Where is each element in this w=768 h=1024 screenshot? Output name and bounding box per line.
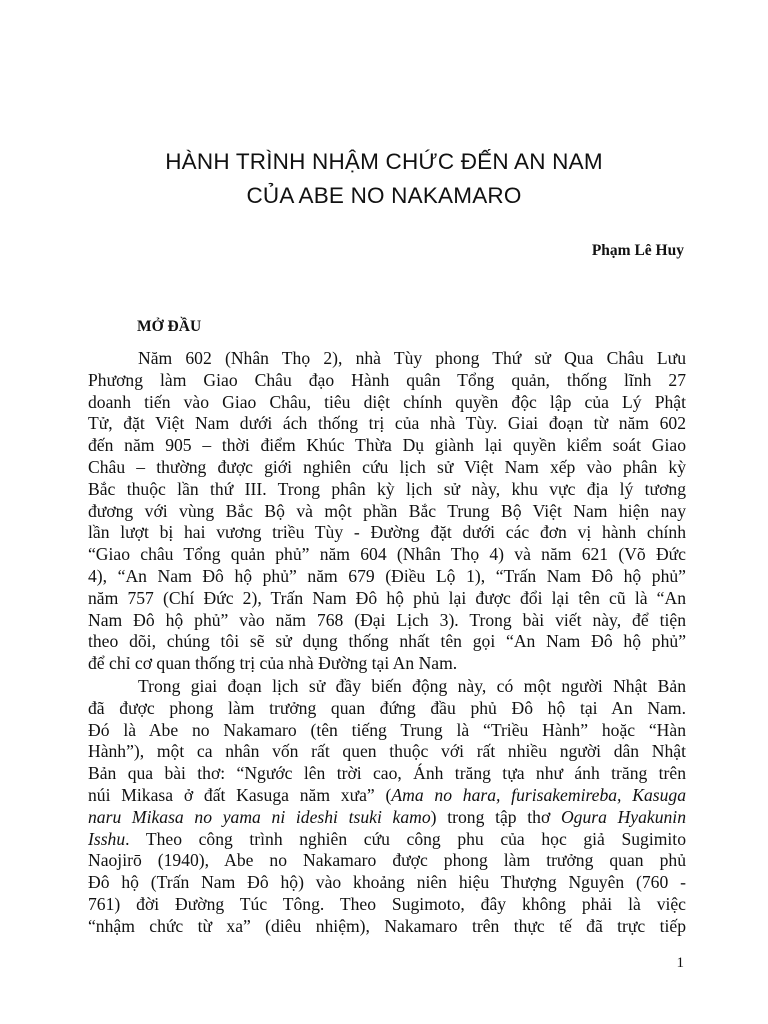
paragraph-line: Năm 602 (Nhân Thọ 2), nhà Tùy phong Thứ sử Qua Châu Lưu: [138, 348, 686, 368]
section-heading: MỞ ĐẦU: [137, 318, 202, 335]
paragraph-1: [88, 348, 686, 675]
paragraph-line: Nam Đô hộ phủ” vào năm 768 (Đại Lịch 3). Trong bài viết này, để tiện: [88, 609, 686, 630]
italic-book-title: Isshu: [88, 828, 126, 849]
italic-romaji-text: Ama no hara, furisakemireba, Kasuga: [391, 784, 686, 805]
paragraph-line: [88, 785, 686, 807]
paragraph-line: Đô hộ (Trấn Nam Đô hộ) vào khoảng niên hiệu Thượng Nguyên (760 -: [88, 872, 686, 893]
line-text: ) trong tập thơ: [430, 806, 561, 827]
paragraph-line: [88, 829, 686, 851]
paragraph-line: đã được phong làm trưởng quan đứng đầu phủ Đô hộ tại An Nam.: [88, 697, 686, 718]
paragraph-line: đến năm 905 – thời điểm Khúc Thừa Dụ giành lại quyền kiểm soát Giao: [88, 435, 686, 456]
paragraph-line: Hành”), một ca nhân vốn rất quen thuộc với rất nhiều người dân Nhật: [88, 741, 686, 762]
paragraph-line: Bắc thuộc lần thứ III. Trong phân kỳ lịch sử này, khu vực địa lý tương: [88, 478, 686, 499]
paragraph-line: để chỉ cơ quan thống trị của nhà Đường tại An Nam.: [88, 653, 458, 674]
italic-romaji-text: naru Mikasa no yama ni ideshi tsuki kamo: [88, 806, 431, 827]
italic-book-title: Ogura Hyakunin: [560, 806, 686, 827]
page-number: 1: [676, 955, 684, 971]
paragraph-line: Đó là Abe no Nakamaro (tên tiếng Trung là “Triều Hành” hoặc “Hàn: [88, 719, 686, 740]
paragraph-line: Trong giai đoạn lịch sử đầy biến động này, có một người Nhật Bản: [138, 676, 686, 696]
paragraph-line: Bản qua bài thơ: “Ngước lên trời cao, Ánh trăng tựa như ánh trăng trên: [88, 763, 686, 784]
author-name: Phạm Lê Huy: [591, 242, 684, 259]
paragraph-line: 4), “An Nam Đô hộ phủ” năm 679 (Điều Lộ 1), “Trấn Nam Đô hộ phủ”: [88, 565, 686, 586]
line-text: . Theo công trình nghiên cứu công phu của học giả Sugimito: [125, 828, 686, 849]
paragraph-line: Châu – thường được giới nghiên cứu lịch sử Việt Nam xếp vào phân kỳ: [88, 456, 686, 477]
paragraph-line: “nhậm chức từ xa” (diêu nhiệm), Nakamaro trên thực tế đã trực tiếp: [88, 915, 686, 936]
paragraph-line: [88, 807, 686, 829]
title-line-2: CỦA ABE NO NAKAMARO: [246, 183, 522, 208]
paragraph-line: Phương làm Giao Châu đạo Hành quân Tổng quản, thống lĩnh 27: [88, 369, 686, 390]
paragraph-line: theo dõi, chúng tôi sẽ sử dụng thống nhất tên gọi “An Nam Đô hộ phủ”: [88, 631, 686, 652]
paragraph-line: 761) đời Đường Túc Tông. Theo Sugimoto, đây không phải là việc: [88, 893, 686, 914]
paragraph-line: doanh tiến vào Giao Châu, tiêu diệt chính quyền độc lập của Lý Phật: [88, 391, 686, 412]
title-line-1: HÀNH TRÌNH NHẬM CHỨC ĐẾN AN NAM: [165, 149, 603, 174]
paragraph-line: Tử, đặt Việt Nam dưới ách thống trị của nhà Tùy. Giai đoạn từ năm 602: [88, 413, 686, 434]
paragraph-line: “Giao châu Tổng quản phủ” năm 604 (Nhân Thọ 4) và năm 621 (Võ Đức: [88, 544, 686, 565]
paragraph-line: Naojirō (1940), Abe no Nakamaro được phong làm trưởng quan phủ: [88, 850, 686, 871]
paragraph-line: năm 757 (Chí Đức 2), Trấn Nam Đô hộ phủ lại được đổi lại tên cũ là “An: [88, 587, 686, 608]
paragraph-line: lần lượt bị hai vương triều Tùy - Đường đặt dưới các đơn vị hành chính: [88, 522, 686, 543]
paragraph-line: đương với vùng Bắc Bộ và một phần Bắc Trung Bộ Việt Nam hiện nay: [88, 500, 686, 521]
paragraph-2: [88, 676, 686, 938]
paper-title: [0, 145, 768, 213]
line-text: núi Mikasa ở đất Kasuga năm xưa” (: [88, 784, 392, 805]
